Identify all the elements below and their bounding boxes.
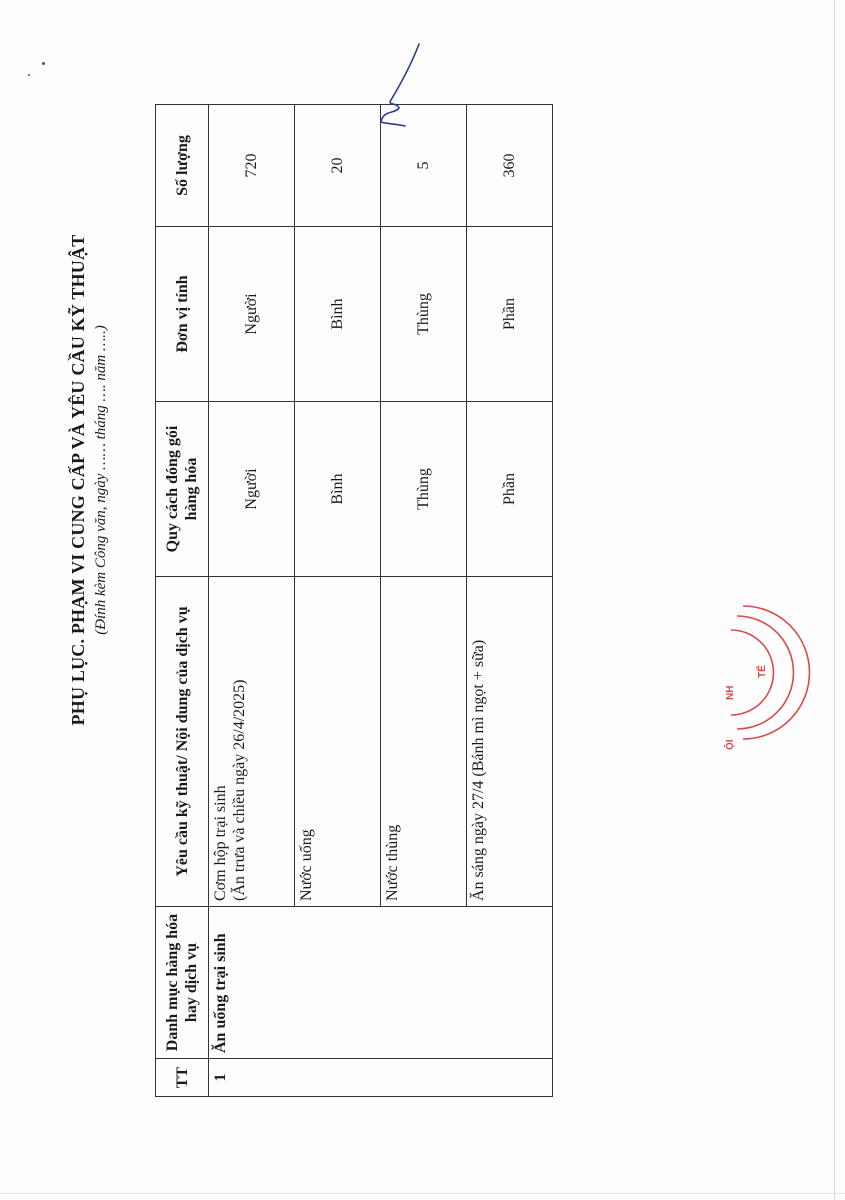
- row-unit: Bình: [295, 227, 381, 402]
- row-quantity: 720: [209, 105, 295, 227]
- stamp-text-fragment: NH: [725, 685, 736, 700]
- row-unit: Thùng: [381, 227, 467, 402]
- row-quantity: 20: [295, 105, 381, 227]
- row-unit: Phần: [467, 227, 553, 402]
- official-stamp-seal: [725, 600, 795, 750]
- row-number: 1: [209, 1059, 553, 1097]
- table-row: [209, 105, 295, 1097]
- stamp-text-fragment: TẾ: [757, 665, 768, 678]
- requirement-note: (Ăn trưa và chiều ngày 26/4/2025): [231, 679, 248, 901]
- row-requirement: [209, 577, 295, 907]
- requirement-text: Cơm hộp trại sinh: [212, 785, 229, 901]
- header-quantity: Số lượng: [156, 105, 209, 227]
- row-category: Ăn uống trại sinh: [209, 907, 553, 1059]
- document-subtitle: (Đính kèm Công văn, ngày …… tháng …. năm …..): [93, 325, 109, 635]
- row-quantity: 360: [467, 105, 553, 227]
- row-packaging: Bình: [295, 402, 381, 577]
- row-packaging: Thùng: [381, 402, 467, 577]
- row-requirement: Nước uống: [295, 577, 381, 907]
- handwritten-signature: [375, 40, 425, 130]
- header-packaging: Quy cách đóng gói hàng hóa: [156, 402, 209, 577]
- header-category: Danh mục hàng hóa hay dịch vụ: [156, 907, 209, 1059]
- row-quantity: 5: [381, 105, 467, 227]
- row-packaging: Người: [209, 402, 295, 577]
- header-tt: TT: [156, 1059, 209, 1097]
- stamp-text-fragment: ỘI: [725, 739, 736, 750]
- document-title: PHỤ LỤC. PHẠM VI CUNG CẤP VÀ YÊU CẦU KỸ THUẬT: [68, 234, 88, 726]
- header-requirement: Yêu cầu kỹ thuật/ Nội dung của dịch vụ: [156, 577, 209, 907]
- row-packaging: Phần: [467, 402, 553, 577]
- row-requirement: Nước thùng: [381, 577, 467, 907]
- row-requirement: Ăn sáng ngày 27/4 (Bánh mì ngọt + sữa): [467, 577, 553, 907]
- table-header-row: [156, 105, 209, 1097]
- technical-requirements-table: [155, 104, 553, 1097]
- row-unit: Người: [209, 227, 295, 402]
- header-unit: Đơn vị tính: [156, 227, 209, 402]
